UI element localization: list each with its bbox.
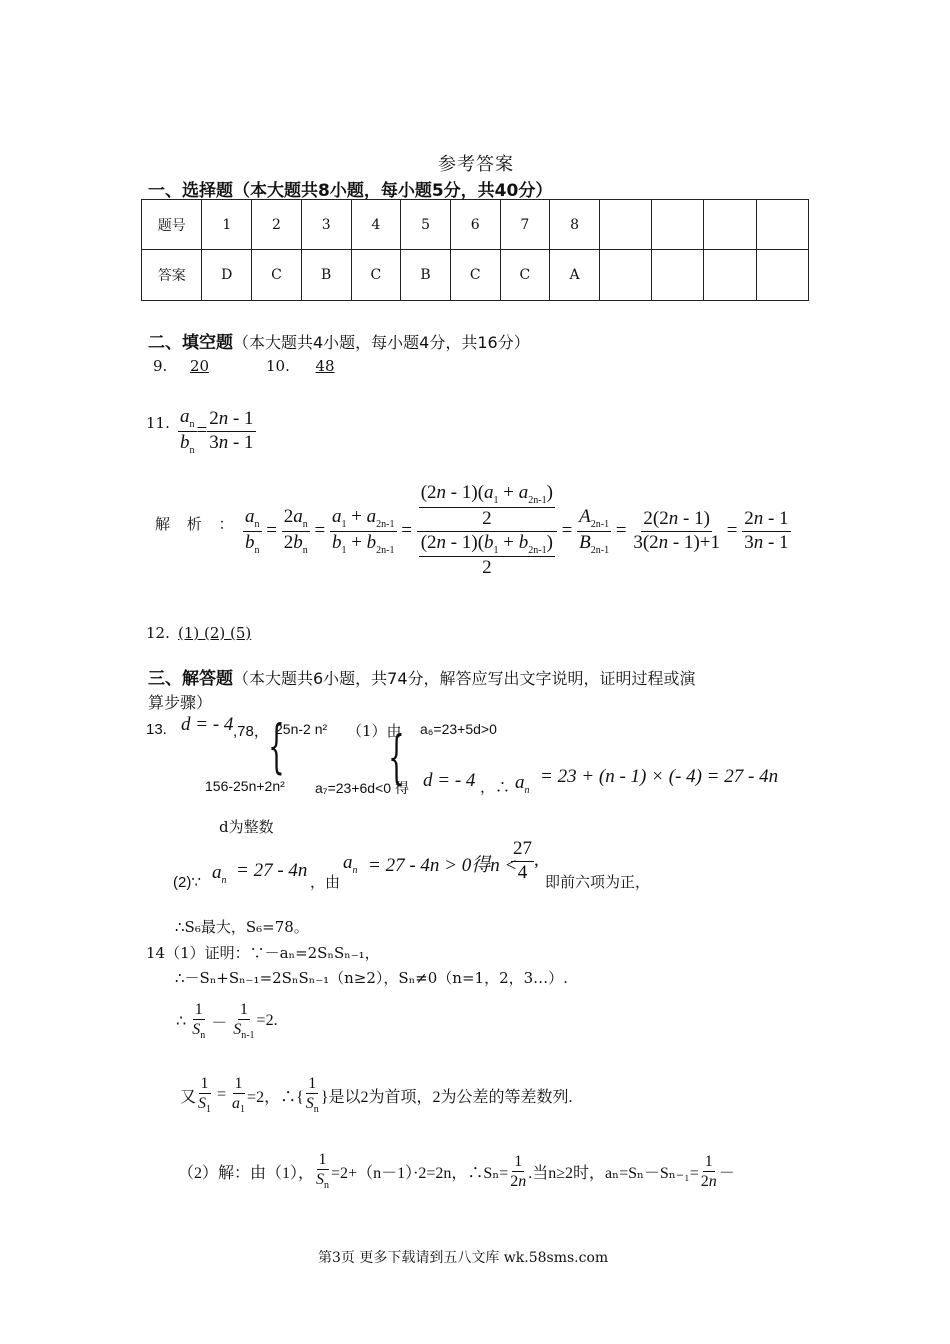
q13-an: $a_n$ <box>515 772 530 796</box>
q13-78: ,78， <box>233 723 269 740</box>
q11-explain-label: 解 析 ： <box>155 515 240 533</box>
q14-line5-mid: =2+（n－1）·2=2n，∴Sₙ= <box>331 1164 509 1182</box>
q13-part2-an-expr: = 27 - 4n <box>236 860 308 881</box>
q14-line5-mid2: .当n≥2时，aₙ=Sₙ－Sₙ₋₁= <box>528 1164 699 1182</box>
table-row-answers <box>142 250 809 301</box>
page-title: 参考答案 <box>438 154 514 175</box>
q14-line4: 又 $\frac{1}{S_1}$ = $\frac{1}{a_1}$ =2，∴{ $\frac{1}{S_n}$ }是以2为首项，2为公差的等差数列. <box>180 1075 573 1116</box>
q12-answer: (1) (2) (5) <box>178 624 252 642</box>
row-label-number: 题号 <box>142 200 202 250</box>
q14-line2: ∴－Sₙ+Sₙ₋₁=2SₙSₙ₋₁（n≥2），Sₙ≠0（n=1，2，3…）. <box>175 969 568 987</box>
q13-a7: a₇=23+6d<0 得 <box>315 780 409 796</box>
table-cell: 2 <box>252 200 302 250</box>
table-cell: C <box>450 250 500 301</box>
table-cell <box>756 250 808 301</box>
table-cell <box>599 200 651 250</box>
q14-line3-eq: =2. <box>256 1012 278 1030</box>
q14-line5-pre: （2）解：由（1）， <box>178 1164 315 1182</box>
table-cell: 3 <box>301 200 351 250</box>
q14-line4-mid: =2，∴{ <box>247 1088 304 1106</box>
table-cell: B <box>301 250 351 301</box>
table-cell: 8 <box>550 200 600 250</box>
table-cell <box>756 200 808 250</box>
q14-line4-pre: 又 <box>180 1088 197 1106</box>
q13-d-value: d = - 4 <box>181 714 234 735</box>
frac-denominator: 4 <box>517 861 528 883</box>
q9-answer: 20 <box>189 357 210 375</box>
q13-d-result: d = - 4 <box>423 770 476 791</box>
q13-an-expr: = 23 + (n - 1) × (- 4) = 27 - 4n <box>540 766 779 787</box>
q13-part2-ineq: = 27 - 4n > 0得n < <box>368 855 518 876</box>
brace-icon: { <box>268 712 285 780</box>
q14-line5-tail: － <box>718 1164 735 1182</box>
table-cell: D <box>202 250 252 301</box>
q13-part2-tail: 即前六项为正， <box>545 873 651 891</box>
q13-step1: （1）由 <box>347 722 402 740</box>
table-cell <box>704 250 756 301</box>
table-cell: C <box>252 250 302 301</box>
q13-therefore: ，∴ <box>480 778 511 796</box>
brace-icon: { <box>388 723 405 791</box>
page-footer: 第3页 更多下载请到五八文库 wk.58sms.com <box>318 1250 609 1266</box>
q13-part2-by: ，由 <box>310 873 341 891</box>
table-cell: 6 <box>450 200 500 250</box>
table-cell: 4 <box>351 200 401 250</box>
section1-heading: 一、选择题（本大题共8小题，每小题5分，共40分） <box>148 181 553 201</box>
table-cell: 7 <box>500 200 550 250</box>
q13-an-symbol: a <box>515 772 525 793</box>
table-cell <box>652 200 704 250</box>
q11-label: 11. <box>146 414 170 432</box>
q13-25n: 25n-2 n² <box>275 721 328 737</box>
table-cell: A <box>550 250 600 301</box>
table-cell: B <box>401 250 451 301</box>
row-label-answer: 答案 <box>142 250 202 301</box>
q14-line1: 14（1）证明：∵－aₙ=2SₙSₙ₋₁， <box>146 944 380 962</box>
q10-label: 10. <box>266 357 290 375</box>
table-cell <box>652 250 704 301</box>
q10-answer: 48 <box>315 357 335 375</box>
answer-table <box>141 199 809 301</box>
table-cell: 5 <box>401 200 451 250</box>
section3-heading <box>148 664 696 689</box>
q12-label: 12. <box>146 624 170 642</box>
section3-heading-bold: 三、解答题 <box>148 669 233 689</box>
q9-label: 9. <box>153 357 168 375</box>
q14-line5: （2）解：由（1）， $\frac{1}{S_n}$ =2+（n－1）·2=2n，∴Sₙ= $\frac{1}{2n}$ .当n≥2时，aₙ=Sₙ－Sₙ₋₁= $\frac{1}{2n}$ － <box>178 1151 735 1192</box>
q13-conclusion: ∴S₆最大，S₆=78。 <box>175 918 309 936</box>
q13-part2-an: $a_n$ <box>212 862 227 886</box>
q13-integer-note: d为整数 <box>219 818 274 836</box>
q14-line4-tail: }是以2为首项，2为公差的等差数列. <box>320 1088 573 1106</box>
q11-formula: $\frac{a_n}{b_n}$ = $\frac{2n - 1}{3n - 1}$ <box>180 406 254 456</box>
section2-heading-rest: （本大题共4小题，每小题4分，共16分） <box>233 333 530 352</box>
section2-heading-bold: 二、填空题 <box>148 333 233 353</box>
section3-heading-cont: 算步骤） <box>148 693 213 712</box>
q13-part2-frac: $\frac{27}{4}$ , <box>513 838 539 883</box>
table-row-numbers <box>142 200 809 250</box>
q13-a6: a₆=23+5d>0 <box>420 721 497 737</box>
table-cell: C <box>500 250 550 301</box>
q13-part2-label: (2)∵ <box>173 874 201 891</box>
table-cell: C <box>351 250 401 301</box>
table-cell <box>704 200 756 250</box>
section3-heading-rest: （本大题共6小题，共74分，解答应写出文字说明，证明过程或演 <box>233 669 696 688</box>
table-cell <box>599 250 651 301</box>
q13-part2-an2: $a_n$ <box>343 852 358 876</box>
table-cell: 1 <box>202 200 252 250</box>
frac-numerator: 27 <box>511 838 534 862</box>
q13-156: 156-25n+2n² <box>205 778 285 794</box>
section2-heading <box>148 328 530 353</box>
q11-explain-formula: $\frac{a_n}{b_n}$ = $\frac{2a_n}{2b_n}$ = $\frac{a_1 + a_{2n-1}}{b_1 + b_{2n-1}}$ = $\frac{\frac{(2n - 1)(a_1 + a_{2n-1})}{2}}{\frac{(2n - 1)(b_1 + b_{2n-1})}{2}}$ = $\frac{A_{2n-1}}{B_{2n-1}}$ = $\frac{2(2n - 1)}{3(2n - 1)+1}$ = $\frac{2n - 1}{3n - 1}$ <box>245 482 789 579</box>
q14-line3: ∴ $\frac{1}{S_n}$ － $\frac{1}{S_{n-1}}$ =2. <box>176 1001 278 1042</box>
q13-label: 13. <box>146 721 167 738</box>
